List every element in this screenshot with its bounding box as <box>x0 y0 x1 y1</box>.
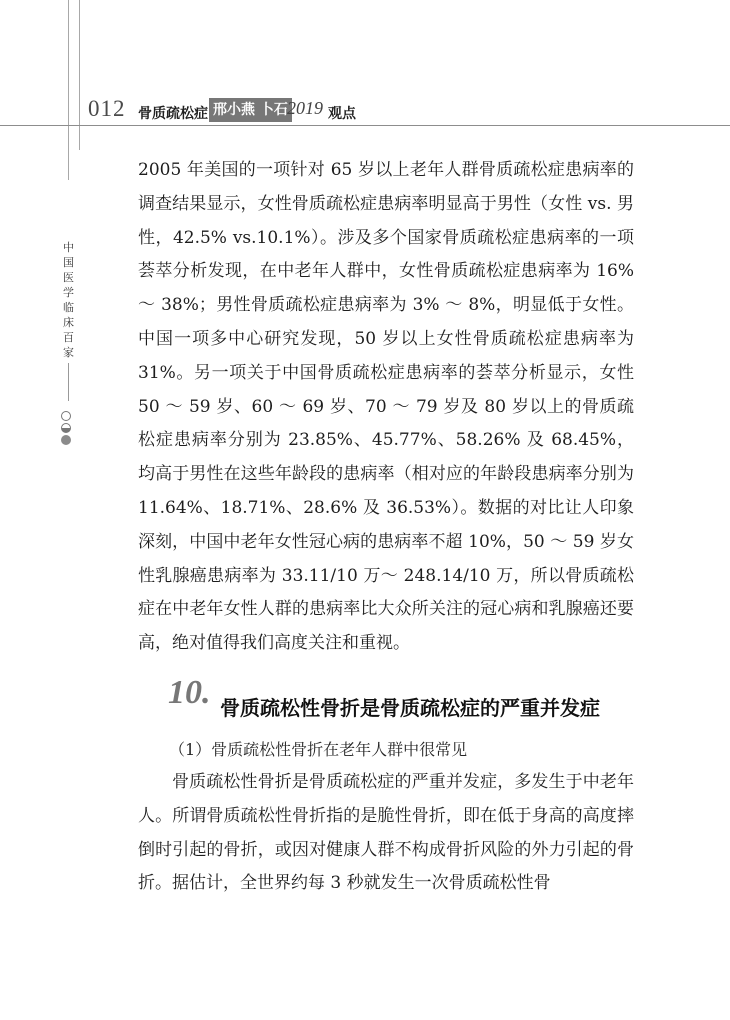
corner-vertical-rule <box>68 0 69 180</box>
section-number: 10. <box>168 674 211 711</box>
authors-badge: 邢小燕 卜石 <box>209 98 292 122</box>
page-number: 012 <box>88 96 126 121</box>
subsection-heading: （1）骨质疏松性骨折在老年人群中很常见 <box>169 740 468 759</box>
half-filled-circle-icon <box>61 423 71 433</box>
series-title: 中国医学临床百家 <box>63 241 74 359</box>
section-heading <box>168 674 648 724</box>
filled-circle-icon <box>61 435 71 445</box>
publication-year: 2019 <box>287 98 323 118</box>
sidebar-divider <box>68 363 69 401</box>
body-paragraph-prevalence: 2005 年美国的一项针对 65 岁以上老年人群骨质疏松症患病率的调查结果显示，女性骨质疏松症患病率明显高于男性（女性 vs. 男性，42.5% vs.10.1%）。涉及多个国家骨质疏松症患病率的一项荟萃分析发现，在中老年人群中，女性骨质疏松症患病率为 16% ～ 38%；男性骨质疏松症患病率为 3% ～ 8%，明显低于女性。中国一项多中心研究发现，50 岁以上女性骨质疏松症患病率为 31%。另一项关于中国骨质疏松症患病率的荟萃分析显示，女性 50 ～ 59 岁、60 ～ 69 岁、70 ～ 79 岁及 80 岁以上的骨质疏松症患病率分别为 23.85%、45.77%、58.26% 及 68.45%，均高于男性在这些年龄段的患病率（相对应的年龄段患病率分别为 11.64%、18.71%、28.6% 及 36.53%）。数据的对比让人印象深刻，中国中老年女性冠心病的患病率不超 10%，50 ～ 59 岁女性乳腺癌患病率为 33.11/10 万～ 248.14/10 万，所以骨质疏松症在中老年女性人群的患病率比大众所关注的冠心病和乳腺癌还要高，绝对值得我们高度关注和重视。 <box>138 160 634 654</box>
viewpoint-label: 观点 <box>328 106 356 122</box>
book-title: 骨质疏松症 <box>138 106 208 122</box>
body-paragraph-fracture: 骨质疏松性骨折是骨质疏松症的严重并发症，多发生于中老年人。所谓骨质疏松性骨折指的是脆性骨折，即在低于身高的高度摔倒时引起的骨折，或因对健康人群不构成骨折风险的外力引起的骨折。据估计，全世界约每 3 秒就发生一次骨质疏松性骨 <box>138 772 634 894</box>
section-title: 骨质疏松性骨折是骨质疏松症的严重并发症 <box>220 696 600 720</box>
header-rule <box>0 125 730 126</box>
corner-vertical-rule-secondary <box>79 0 80 150</box>
open-circle-icon <box>61 411 71 421</box>
